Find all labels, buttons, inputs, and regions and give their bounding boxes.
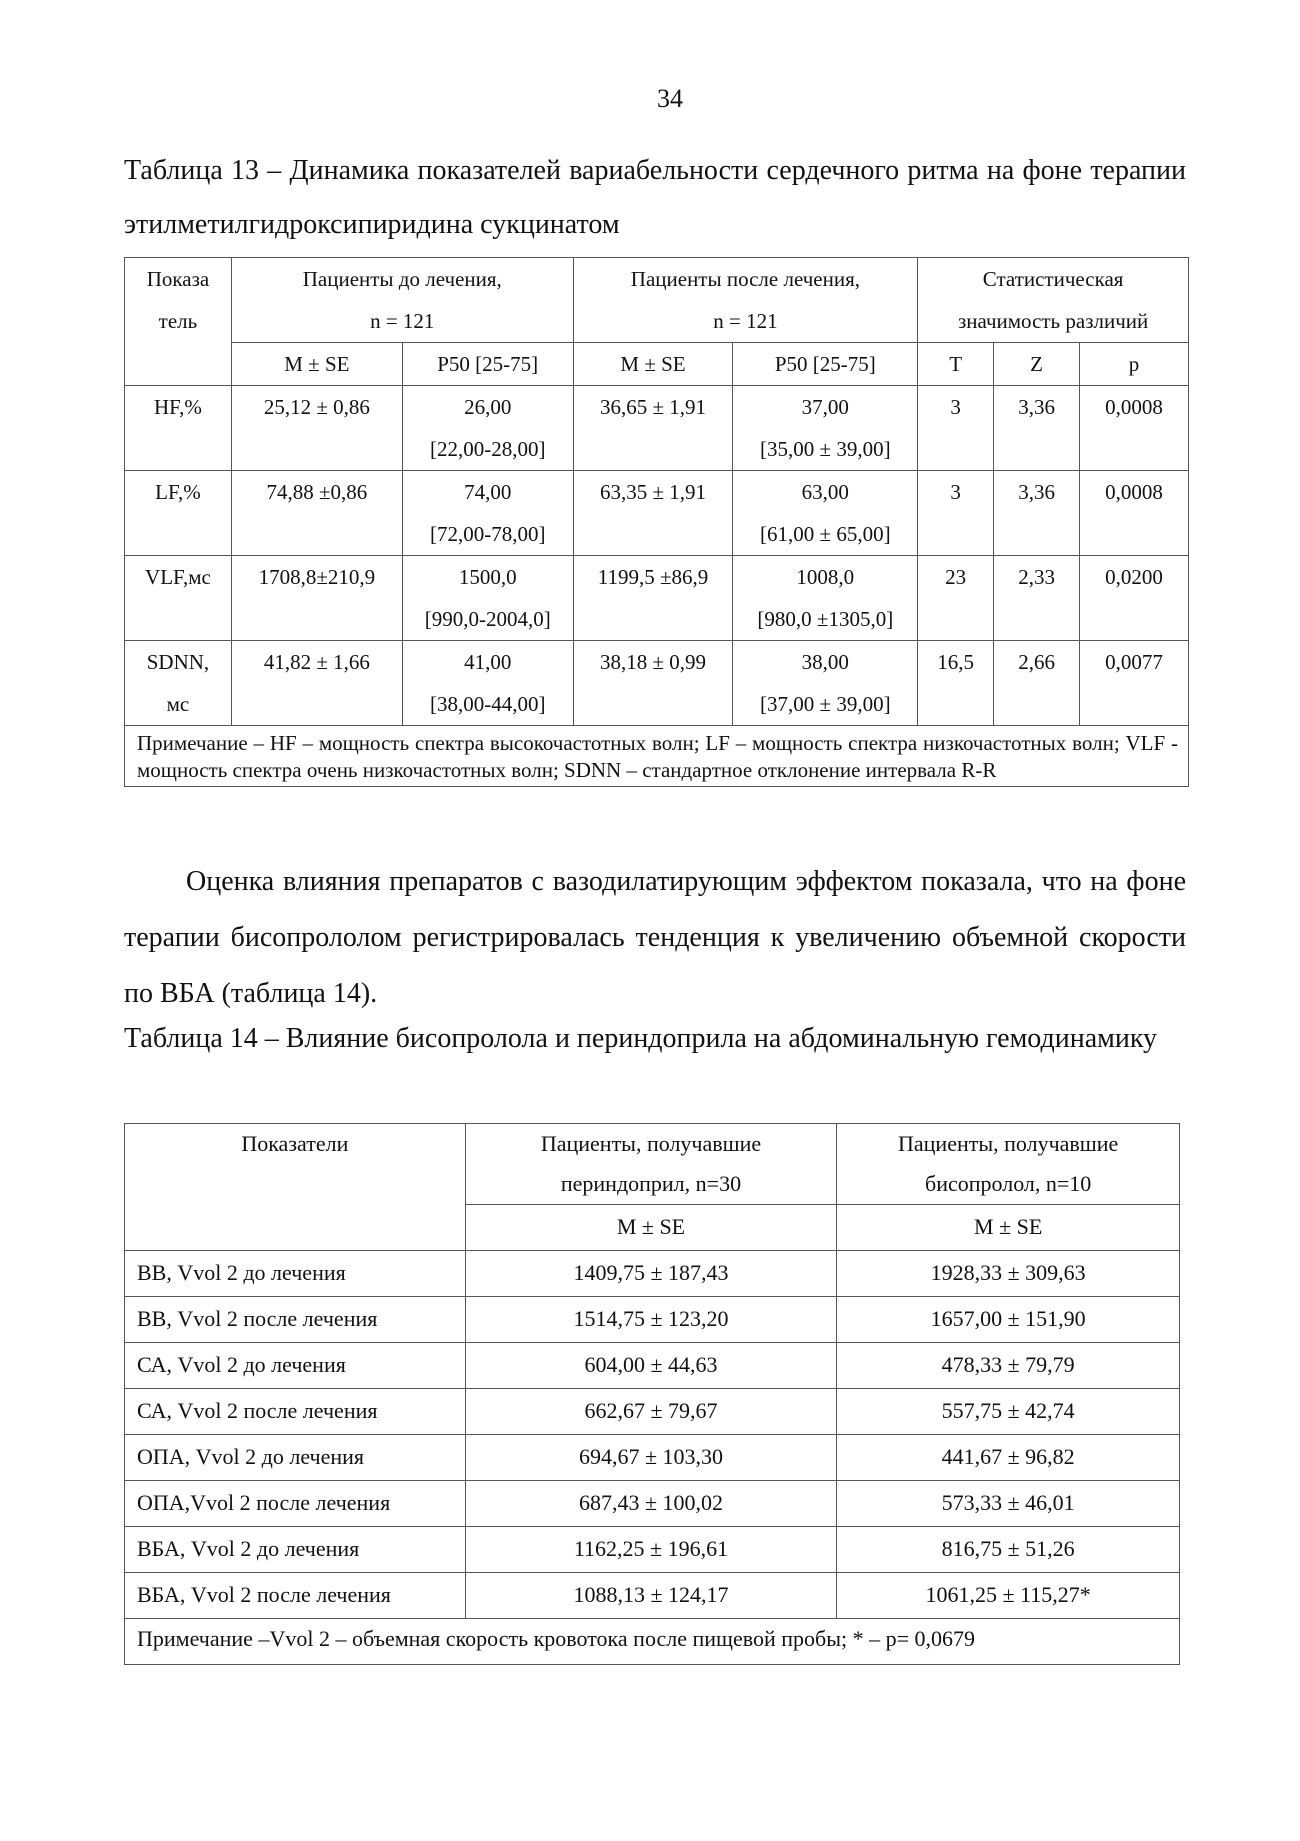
table-cell: 1500,0 [990,0-2004,0] <box>402 556 573 641</box>
table-13-header-after: Пациенты после лечения, n = 121 <box>573 258 918 343</box>
table-row <box>125 1251 1180 1297</box>
table-cell: 0,0008 <box>1080 471 1189 556</box>
table-cell: 687,43 ± 100,02 <box>465 1481 837 1527</box>
table-14-header-row <box>125 1124 1180 1205</box>
table-13-header-stat: Статистическая значимость различий <box>918 258 1189 343</box>
table-cell: 74,00 [72,00-78,00] <box>402 471 573 556</box>
table-cell: 441,67 ± 96,82 <box>837 1435 1180 1481</box>
table-cell: 41,00 [38,00-44,00] <box>402 641 573 726</box>
table-row <box>125 1297 1180 1343</box>
table-cell: 26,00 [22,00-28,00] <box>402 386 573 471</box>
row-label: ВВ, Vvol 2 после лечения <box>125 1297 466 1343</box>
table-13-note-row <box>125 726 1189 787</box>
table-cell: 1409,75 ± 187,43 <box>465 1251 837 1297</box>
table-13-subheader-cell: p <box>1080 343 1189 386</box>
table-13-header-row <box>125 258 1189 343</box>
table-row <box>125 1481 1180 1527</box>
row-label: ОПА, Vvol 2 до лечения <box>125 1435 466 1481</box>
table-13-subheader-row <box>125 343 1189 386</box>
table-cell: 1008,0 [980,0 ±1305,0] <box>733 556 918 641</box>
table-13-subheader-cell: Z <box>994 343 1080 386</box>
table-cell: 3,36 <box>994 386 1080 471</box>
table-row <box>125 1435 1180 1481</box>
row-label: ВБА, Vvol 2 до лечения <box>125 1527 466 1573</box>
table-cell: 63,35 ± 1,91 <box>573 471 733 556</box>
table-13-note: Примечание – HF – мощность спектра высокочастотных волн; LF – мощность спектра низкочастотных волн; VLF - мощность спектра очень низкочастотных волн; SDNN – стандартное отклонение интервала R-R <box>125 726 1189 787</box>
table-cell: 1514,75 ± 123,20 <box>465 1297 837 1343</box>
table-row <box>125 471 1189 556</box>
table-14-note: Примечание –Vvol 2 – объемная скорость кровотока после пищевой пробы; * – p= 0,0679 <box>125 1619 1180 1665</box>
table-14-header-bisoprolol: Пациенты, получавшие бисопролол, n=10 <box>837 1124 1180 1205</box>
table-row <box>125 1389 1180 1435</box>
table-13-caption: Таблица 13 – Динамика показателей вариабельности сердечного ритма на фоне терапии этилметилгидроксипиридина сукцинатом <box>124 155 1186 240</box>
table-cell: 1162,25 ± 196,61 <box>465 1527 837 1573</box>
table-cell: 23 <box>918 556 994 641</box>
table-cell: 1928,33 ± 309,63 <box>837 1251 1180 1297</box>
table-row <box>125 1527 1180 1573</box>
page-number: 34 <box>657 84 683 113</box>
table-cell: 0,0200 <box>1080 556 1189 641</box>
row-label: СА, Vvol 2 до лечения <box>125 1343 466 1389</box>
table-13-subheader-cell: M ± SE <box>231 343 402 386</box>
indicator-cell: SDNN, мс <box>125 641 232 726</box>
table-cell: 694,67 ± 103,30 <box>465 1435 837 1481</box>
body-paragraph: Оценка влияния препаратов с вазодилатирующим эффектом показала, что на фоне терапии бисопрололом регистрировалась тенденция к увеличению объемной скорости по ВБА (таблица 14). <box>124 866 1186 1009</box>
table-cell: 478,33 ± 79,79 <box>837 1343 1180 1389</box>
table-cell: 3 <box>918 386 994 471</box>
row-label: ВВ, Vvol 2 до лечения <box>125 1251 466 1297</box>
table-cell: 0,0008 <box>1080 386 1189 471</box>
table-cell: 1088,13 ± 124,17 <box>465 1573 837 1619</box>
table-cell: 0,0077 <box>1080 641 1189 726</box>
table-cell: 25,12 ± 0,86 <box>231 386 402 471</box>
table-14 <box>124 1123 1180 1665</box>
indicator-cell: LF,% <box>125 471 232 556</box>
table-13-header-before: Пациенты до лечения, n = 121 <box>231 258 573 343</box>
row-label: ОПА,Vvol 2 после лечения <box>125 1481 466 1527</box>
table-cell: 41,82 ± 1,66 <box>231 641 402 726</box>
table-cell: 38,00 [37,00 ± 39,00] <box>733 641 918 726</box>
table-cell: 2,66 <box>994 641 1080 726</box>
row-label: ВБА, Vvol 2 после лечения <box>125 1573 466 1619</box>
table-13-subheader-cell: M ± SE <box>573 343 733 386</box>
table-14-header-indicators: Показатели <box>125 1124 466 1251</box>
table-cell: 662,67 ± 79,67 <box>465 1389 837 1435</box>
table-13-subheader-cell: P50 [25-75] <box>733 343 918 386</box>
table-14-header-perindopril: Пациенты, получавшие периндоприл, n=30 <box>465 1124 837 1205</box>
table-cell: 1657,00 ± 151,90 <box>837 1297 1180 1343</box>
table-cell: 16,5 <box>918 641 994 726</box>
table-row <box>125 641 1189 726</box>
table-14-caption: Таблица 14 – Влияние бисопролола и периндоприла на абдоминальную гемодинамику <box>124 1023 1158 1054</box>
table-cell: 2,33 <box>994 556 1080 641</box>
indicator-cell: VLF,мс <box>125 556 232 641</box>
table-cell: 36,65 ± 1,91 <box>573 386 733 471</box>
table-cell: 1708,8±210,9 <box>231 556 402 641</box>
table-cell: 1061,25 ± 115,27* <box>837 1573 1180 1619</box>
table-row <box>125 1343 1180 1389</box>
table-cell: 63,00 [61,00 ± 65,00] <box>733 471 918 556</box>
table-13 <box>124 257 1189 787</box>
table-cell: 37,00 [35,00 ± 39,00] <box>733 386 918 471</box>
table-14-subheader-cell: M ± SE <box>837 1205 1180 1251</box>
table-13-header-indicator: Показа тель <box>125 258 232 386</box>
table-13-subheader-cell: P50 [25-75] <box>402 343 573 386</box>
table-13-subheader-cell: T <box>918 343 994 386</box>
table-row <box>125 386 1189 471</box>
table-cell: 573,33 ± 46,01 <box>837 1481 1180 1527</box>
table-cell: 1199,5 ±86,9 <box>573 556 733 641</box>
table-cell: 74,88 ±0,86 <box>231 471 402 556</box>
indicator-cell: HF,% <box>125 386 232 471</box>
table-row <box>125 556 1189 641</box>
table-cell: 816,75 ± 51,26 <box>837 1527 1180 1573</box>
table-cell: 604,00 ± 44,63 <box>465 1343 837 1389</box>
table-cell: 3,36 <box>994 471 1080 556</box>
table-cell: 3 <box>918 471 994 556</box>
table-14-note-row <box>125 1619 1180 1665</box>
table-cell: 557,75 ± 42,74 <box>837 1389 1180 1435</box>
table-14-subheader-cell: M ± SE <box>465 1205 837 1251</box>
table-cell: 38,18 ± 0,99 <box>573 641 733 726</box>
table-row <box>125 1573 1180 1619</box>
row-label: СА, Vvol 2 после лечения <box>125 1389 466 1435</box>
